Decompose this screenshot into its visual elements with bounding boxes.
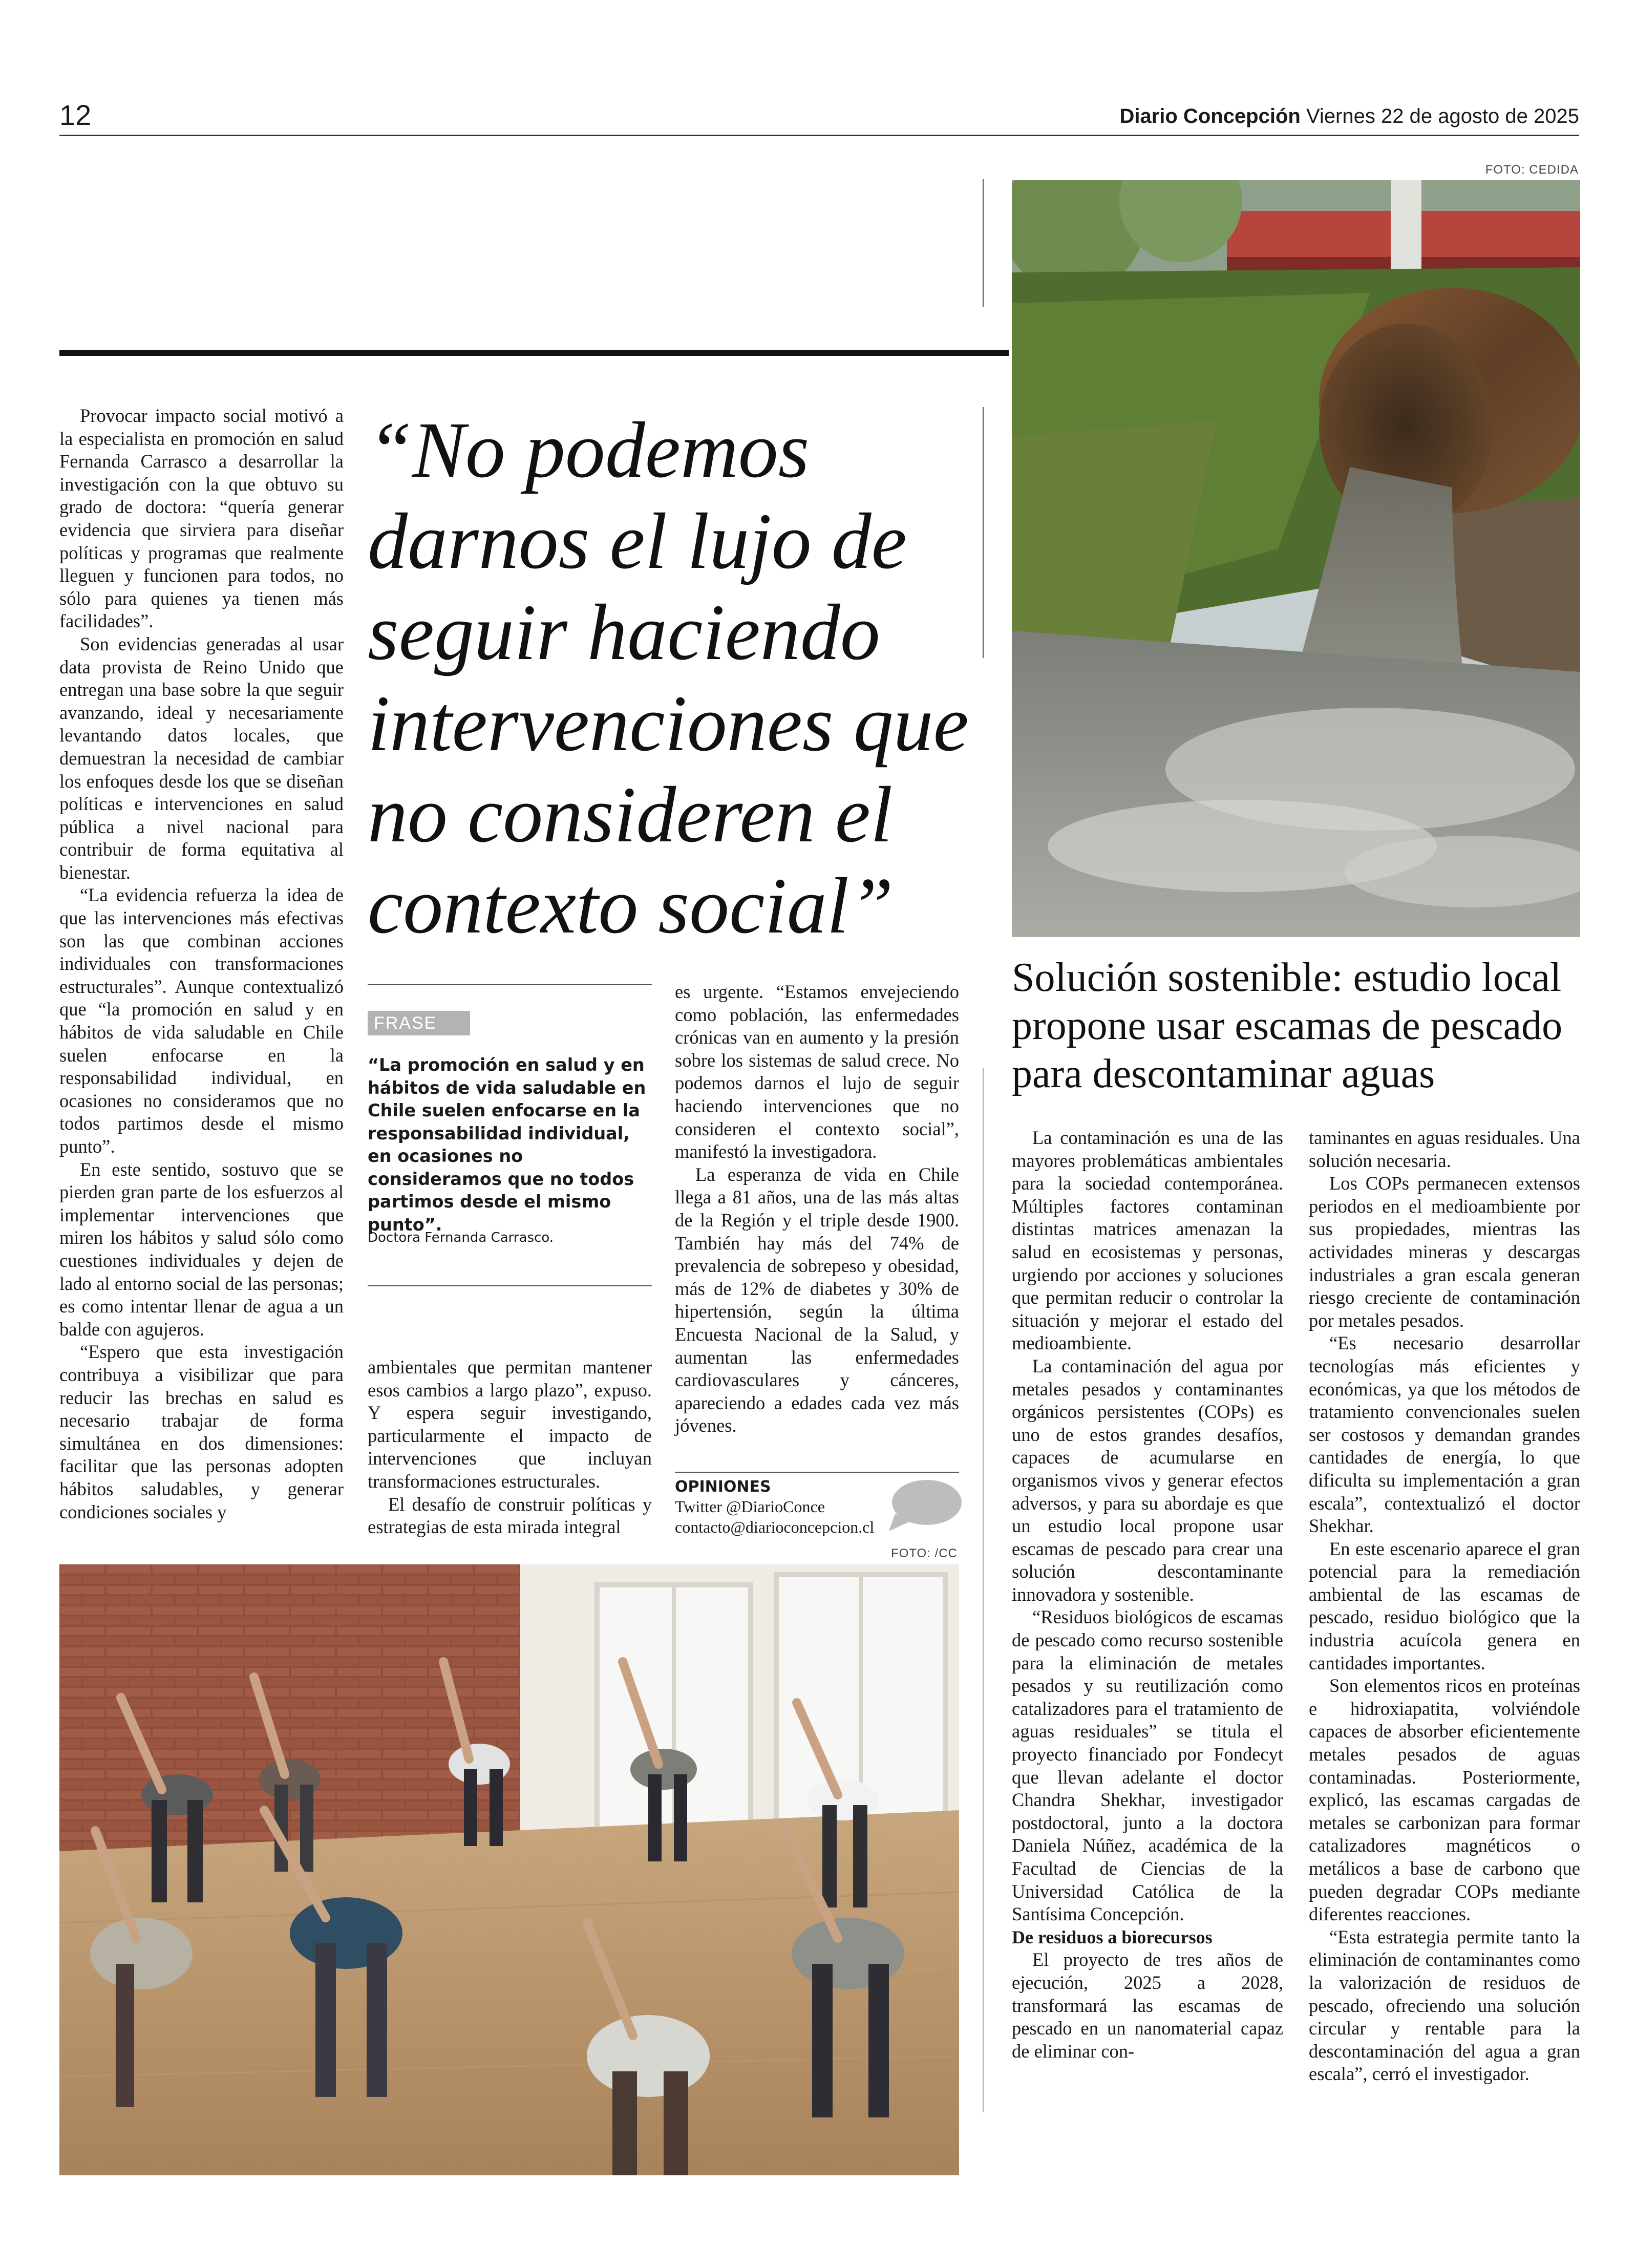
page-number: 12	[59, 99, 92, 131]
publication-date: Viernes 22 de agosto de 2025	[1306, 105, 1579, 128]
opinion-title: OPINIONES	[675, 1478, 771, 1496]
side-article-col1	[1012, 1127, 1283, 2063]
paragraph: “La evidencia refuerza la idea de que las intervenciones más efectivas son las que combinan acciones individuales con transformaciones estructurales”. Aunque contextualizó que “la promoción en salud y en hábitos de vida saludable en Chile suelen enfocarse en la responsabilidad individual, en ocasiones no consideramos que no todos partimos desde el mismo punto”.	[59, 884, 344, 1157]
header-dateline	[1119, 105, 1579, 128]
paragraph: “Residuos biológicos de escamas de pescado como recurso sostenible para la eliminación de metales pesados y su reutilización como catalizadores para el tratamiento de aguas residuales” se titula el proyecto financiado por Fondecyt que llevan adelante el doctor Chandra Shekhar, investigador postdoctoral, junto a la doctora Daniela Núñez, académica de la Facultad de Ciencias de la Universidad Católica de la Santísima Concepción.	[1012, 1606, 1283, 1925]
photo-credit-bottom: FOTO: /CC	[891, 1546, 958, 1560]
paragraph: En este sentido, sostuvo que se pierden gran parte de los esfuerzos al implementar intervenciones que miren los hábitos y salud sólo como cuestiones individuales y dejen de lado al entorno social de las personas; es como intentar llenar de agua a un balde con agujeros.	[59, 1158, 344, 1340]
column-rule	[983, 1068, 984, 2112]
opinion-email[interactable]: contacto@diarioconcepcion.cl	[675, 1518, 875, 1536]
paragraph: El desafío de construir políticas y estrategias de esta mirada integral	[368, 1493, 652, 1538]
frase-quote: “La promoción en salud y en hábitos de vida saludable en Chile suelen enfocarse en la responsabilidad individual, en ocasiones no consideramos que no todos partimos desde el mismo punto”.	[368, 1055, 646, 1235]
photo-credit-top: FOTO: CEDIDA	[1485, 163, 1579, 177]
paragraph: El proyecto de tres años de ejecución, 2025 a 2028, transformará las escamas de pescado en un nanomaterial capaz de eliminar con-	[1012, 1949, 1283, 2062]
paragraph: “Espero que esta investigación contribuya a visibilizar que para reducir las brechas en salud es necesario trabajar de forma simultánea en dos dimensiones: facilitar que las personas adopten hábitos saludables, y generar condiciones sociales y	[59, 1341, 344, 1522]
frase-tag: FRASE	[368, 1011, 470, 1035]
main-article-col1	[59, 405, 344, 1523]
frase-author: Doctora Fernanda Carrasco.	[368, 1230, 554, 1245]
paragraph: Provocar impacto social motivó a la especialista en promoción en salud Fernanda Carrasco a desarrollar la investigación con la que obtuvo su grado de doctora: “quería generar evidencia que sirviera para diseñar políticas y programas que realmente lleguen y funcionen para todos, no sólo para quienes ya tienen más facilidades”.	[59, 405, 344, 632]
paragraph: Son elementos ricos en proteínas e hidroxiapatita, volviéndole capaces de absorber eficientemente metales pesados de aguas contaminadas. Posteriormente, explicó, las escamas cargadas de metales se carbonizan para formar catalizadores magnéticos o metálicos a base de carbono que pueden degradar COPs mediante diferentes reacciones.	[1309, 1675, 1580, 1925]
main-article-col3	[675, 981, 959, 1437]
speech-bubble-icon	[886, 1478, 963, 1534]
side-article-subhead: De residuos a biorecursos	[1012, 1926, 1213, 1947]
section-rule	[59, 350, 1009, 356]
header-rule	[59, 135, 1579, 136]
paragraph: es urgente. “Estamos envejeciendo como población, las enfermedades crónicas van en aumento y la presión sobre los sistemas de salud crece. No podemos darnos el lujo de seguir haciendo intervenciones que no consideren el contexto social”, manifestó la investigadora.	[675, 981, 959, 1162]
paragraph: Los COPs permanecen extensos periodos en el medioambiente por sus propiedades, mientras las actividades mineras y descargas industriales a gran escala generan riesgo creciente de contaminación por metales pesados.	[1309, 1173, 1580, 1331]
frase-rule-bottom	[368, 1285, 652, 1286]
opinion-twitter: Twitter @DiarioConce	[675, 1497, 825, 1516]
paragraph: En este escenario aparece el gran potencial para la remediación ambiental de las escamas de pescado, residuo biológico que la industria acuícola genera en cantidades importantes.	[1309, 1538, 1580, 1673]
column-rule	[983, 179, 984, 307]
paragraph: “Es necesario desarrollar tecnologías más eficientes y económicas, ya que los métodos de tratamiento convencionales suelen ser costosos y demandan grandes cantidades de energía, lo que dificulta su implementación a gran escala”, contextualizó el doctor Shekhar.	[1309, 1332, 1580, 1537]
paragraph: Son evidencias generadas al usar data provista de Reino Unido que entregan una base sobre la que seguir avanzando, ideal y necesariamente levantando datos locales, que demuestran la necesidad de cambiar los enfoques desde los que se diseñan políticas e intervenciones en salud pública a nivel nacional para contribuir de forma equitativa al bienestar.	[59, 633, 344, 883]
opinion-rule	[675, 1472, 959, 1473]
side-article-headline: Solución sostenible: estudio local propone usar escamas de pescado para descontaminar aguas	[1012, 955, 1563, 1096]
pull-quote: “No podemos darnos el lujo de seguir haciendo intervenciones que no consideren el contexto social”	[368, 406, 969, 950]
exercise-photo	[59, 1564, 959, 2175]
publication-name: Diario Concepción	[1119, 105, 1301, 128]
paragraph: “Esta estrategia permite tanto la eliminación de contaminantes como la valorización de residuos de pescado, ofreciendo una solución circular y rentable para la descontaminación del agua a gran escala”, cerró el investigador.	[1309, 1926, 1580, 2085]
paragraph: ambientales que permitan mantener esos cambios a largo plazo”, expuso. Y espera seguir investigando, particularmente el impacto de intervenciones que incluyan transformaciones estructurales.	[368, 1356, 652, 1492]
main-article-col2	[368, 1356, 652, 1539]
paragraph: La contaminación es una de las mayores problemáticas ambientales para la sociedad contemporánea. Múltiples factores contaminan distintas matrices amenazan la salud en ecosistemas y personas, urgiendo por acciones y soluciones que permitan reducir o controlar la situación y mejorar el estado del medioambiente.	[1012, 1127, 1283, 1354]
frase-rule	[368, 984, 652, 985]
side-article-col2	[1309, 1127, 1580, 2086]
paragraph: taminantes en aguas residuales. Una solución necesaria.	[1309, 1127, 1580, 1171]
paragraph: La contaminación del agua por metales pesados y contaminantes orgánicos persistentes (COPs) es uno de estos grandes desafíos, capaces de acumularse en organismos vivos y generar efectos adversos, y para su abordaje es que un estudio local propone usar escamas de pescado para crear una solución descontaminante innovadora y sostenible.	[1012, 1355, 1283, 1605]
pipe-photo	[1012, 180, 1580, 937]
paragraph: La esperanza de vida en Chile llega a 81 años, una de las más altas de la Región y el triple desde 1900. También hay más del 74% de prevalencia de sobrepeso y obesidad, más de 12% de diabetes y 30% de hipertensión, según la última Encuesta Nacional de la Salud, y aumentan las enfermedades cardiovasculares y cánceres, apareciendo a edades cada vez más jóvenes.	[675, 1163, 959, 1436]
